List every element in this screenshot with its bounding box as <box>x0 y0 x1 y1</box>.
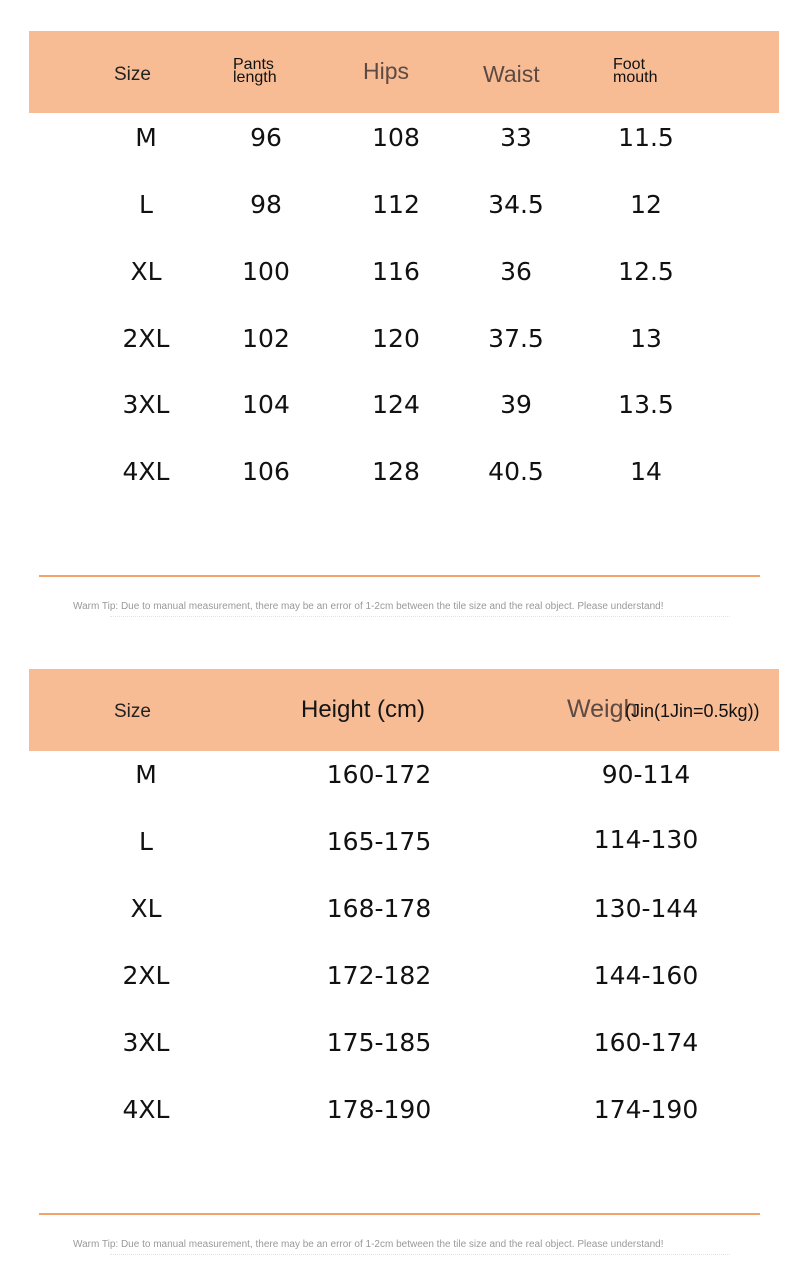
header-weight-unit: (Jin(1Jin=0.5kg)) <box>625 701 760 721</box>
table-row <box>0 961 790 1001</box>
weight-cell: 174-190 <box>593 1095 699 1124</box>
table-row <box>0 190 790 230</box>
size-cell: L <box>139 827 153 856</box>
table-row <box>0 457 790 497</box>
height-cell: 165-175 <box>326 827 432 856</box>
size-cell: M <box>135 123 157 152</box>
height-cell: 160-172 <box>326 760 432 789</box>
header-foot-mouth-line2: mouth <box>613 69 658 86</box>
foot-mouth-cell: 12.5 <box>618 257 674 286</box>
header-foot-mouth <box>613 58 657 84</box>
table-row <box>0 894 790 934</box>
table-row <box>0 1095 790 1135</box>
foot-mouth-cell: 12 <box>630 190 662 219</box>
size-cell: L <box>139 190 153 219</box>
hips-cell: 120 <box>372 324 420 353</box>
size-cell: 2XL <box>122 961 170 990</box>
waist-cell: 37.5 <box>488 324 544 353</box>
hips-cell: 116 <box>372 257 420 286</box>
hips-cell: 108 <box>372 123 420 152</box>
table-row <box>0 390 790 430</box>
foot-mouth-cell: 13.5 <box>618 390 674 419</box>
warm-tip-text: Warm Tip: Due to manual measurement, there may be an error of 1-2cm between the tile size and the real object. Please understand! <box>73 1239 664 1250</box>
size-cell: XL <box>130 894 162 923</box>
warm-tip-underline <box>110 1254 730 1259</box>
pants-length-cell: 106 <box>242 457 290 486</box>
size-cell: 3XL <box>122 390 170 419</box>
header-hips: Hips <box>363 58 410 84</box>
table-row <box>0 827 790 867</box>
hips-cell: 128 <box>372 457 420 486</box>
weight-cell: 130-144 <box>593 894 699 923</box>
table-row <box>0 1028 790 1068</box>
waist-cell: 33 <box>500 123 532 152</box>
header-pants-length-line2: length <box>233 69 277 86</box>
warm-tip-underline <box>110 616 730 621</box>
waist-cell: 40.5 <box>488 457 544 486</box>
table-row <box>0 123 790 163</box>
size-cell: 4XL <box>122 457 170 486</box>
header-waist: Waist <box>483 61 540 87</box>
weight-cell: 160-174 <box>593 1028 699 1057</box>
header-size: Size <box>114 701 151 722</box>
waist-cell: 34.5 <box>488 190 544 219</box>
body-size-table-header <box>29 669 779 751</box>
header-height: Height (cm) <box>301 696 426 723</box>
weight-cell: 144-160 <box>593 961 699 990</box>
size-cell: 3XL <box>122 1028 170 1057</box>
pants-size-table-header <box>29 31 779 113</box>
weight-cell: 90-114 <box>601 760 691 789</box>
section-divider <box>39 575 760 577</box>
size-cell: 4XL <box>122 1095 170 1124</box>
size-cell: 2XL <box>122 324 170 353</box>
table-row <box>0 324 790 364</box>
foot-mouth-cell: 13 <box>630 324 662 353</box>
hips-cell: 112 <box>372 190 420 219</box>
size-cell: M <box>135 760 157 789</box>
foot-mouth-cell: 11.5 <box>618 123 674 152</box>
warm-tip-text: Warm Tip: Due to manual measurement, there may be an error of 1-2cm between the tile size and the real object. Please understand! <box>73 601 664 612</box>
table-row <box>0 760 790 800</box>
header-pants-length <box>233 58 277 84</box>
foot-mouth-cell: 14 <box>630 457 662 486</box>
height-cell: 168-178 <box>326 894 432 923</box>
pants-length-cell: 96 <box>250 123 282 152</box>
pants-length-cell: 98 <box>250 190 282 219</box>
weight-cell: 114-130 <box>593 825 699 854</box>
size-cell: XL <box>130 257 162 286</box>
height-cell: 178-190 <box>326 1095 432 1124</box>
header-weight: Weigh <box>567 695 638 723</box>
table-row <box>0 257 790 297</box>
waist-cell: 36 <box>500 257 532 286</box>
header-size: Size <box>114 64 151 85</box>
pants-length-cell: 102 <box>242 324 290 353</box>
header-foot-mouth-line1: Foot <box>613 56 646 73</box>
height-cell: 175-185 <box>326 1028 432 1057</box>
height-cell: 172-182 <box>326 961 432 990</box>
section-divider <box>39 1213 760 1215</box>
pants-length-cell: 104 <box>242 390 290 419</box>
waist-cell: 39 <box>500 390 532 419</box>
header-pants-length-line1: Pants <box>233 56 274 73</box>
pants-length-cell: 100 <box>242 257 290 286</box>
hips-cell: 124 <box>372 390 420 419</box>
